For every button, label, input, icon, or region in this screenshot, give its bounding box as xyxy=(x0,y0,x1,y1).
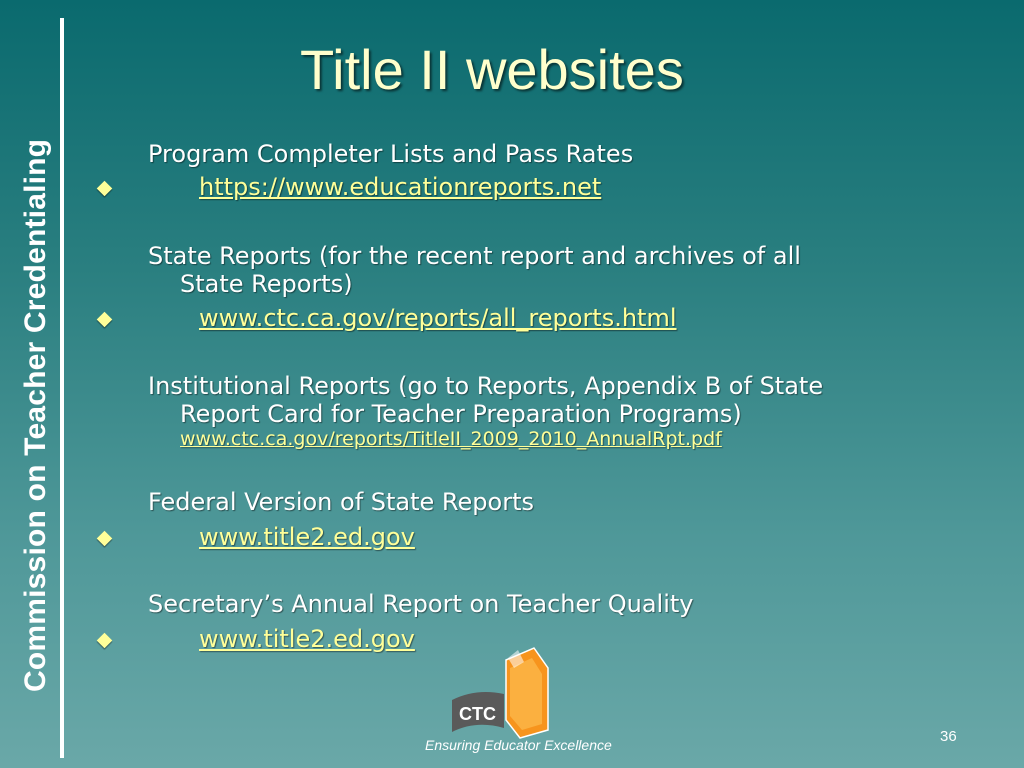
link-educationreports[interactable]: https://www.educationreports.net xyxy=(199,173,602,201)
diamond-bullet-icon xyxy=(97,181,113,197)
section-heading-program-completer: Program Completer Lists and Pass Rates xyxy=(148,140,634,168)
link-annual-report-pdf[interactable]: www.ctc.ca.gov/reports/TitleII_2009_2010_AnnualRpt.pdf xyxy=(180,428,722,450)
section-heading-federal-version: Federal Version of State Reports xyxy=(148,488,534,516)
link-title2-federal[interactable]: www.title2.ed.gov xyxy=(199,523,415,551)
sidebar-vertical-text: Commission on Teacher Credentialing xyxy=(19,138,52,692)
slide-title: Title II websites xyxy=(300,38,684,101)
link-title2-secretary[interactable]: www.title2.ed.gov xyxy=(199,625,415,653)
section-heading-secretary-report: Secretary’s Annual Report on Teacher Quality xyxy=(148,590,694,618)
logo-text: CTC xyxy=(459,704,496,724)
page-number: 36 xyxy=(940,728,957,745)
ctc-logo-icon xyxy=(446,640,552,740)
sidebar-divider xyxy=(60,18,64,758)
diamond-bullet-icon xyxy=(97,633,113,649)
section-heading-state-reports-cont: State Reports) xyxy=(180,270,353,298)
link-all-reports[interactable]: www.ctc.ca.gov/reports/all_reports.html xyxy=(199,304,677,332)
diamond-bullet-icon xyxy=(97,531,113,547)
section-heading-state-reports: State Reports (for the recent report and archives of all xyxy=(148,242,801,270)
diamond-bullet-icon xyxy=(97,312,113,328)
logo-tagline: Ensuring Educator Excellence xyxy=(425,737,612,753)
section-heading-institutional-reports: Institutional Reports (go to Reports, Appendix B of State xyxy=(148,372,824,400)
section-heading-institutional-reports-cont: Report Card for Teacher Preparation Programs) xyxy=(180,400,742,428)
